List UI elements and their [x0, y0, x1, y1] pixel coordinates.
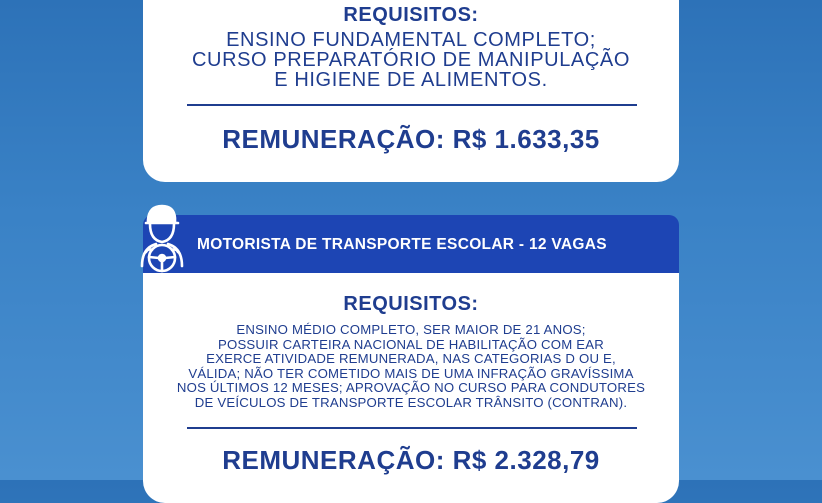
requirement-line: VÁLIDA; NÃO TER COMETIDO MAIS DE UMA INFRAÇÃO GRAVÍSSIMA	[188, 365, 634, 381]
position-title: MOTORISTA DE TRANSPORTE ESCOLAR - 12 VAGAS	[197, 236, 607, 253]
driver-steering-wheel-icon	[134, 200, 188, 274]
requirement-line: CURSO PREPARATÓRIO DE MANIPULAÇÃO	[191, 49, 630, 71]
requirements-title: REQUISITOS:	[343, 4, 479, 26]
requirement-line: EXERCE ATIVIDADE REMUNERADA, NAS CATEGORIAS D OU E,	[206, 351, 616, 366]
requirement-line: DE VEÍCULOS DE TRANSPORTE ESCOLAR TRÂNSITO (CONTRAN).	[194, 394, 628, 410]
job-card-1	[143, 0, 679, 182]
requirement-line: ENSINO FUNDAMENTAL COMPLETO;	[226, 29, 596, 51]
divider	[187, 427, 637, 429]
requirements-text	[143, 30, 679, 90]
remuneration: REMUNERAÇÃO: R$ 2.328,79	[222, 445, 600, 475]
divider	[187, 104, 637, 106]
remuneration: REMUNERAÇÃO: R$ 1.633,35	[222, 124, 600, 154]
requirement-line: NOS ÚLTIMOS 12 MESES; APROVAÇÃO NO CURSO PARA CONDUTORES	[176, 380, 646, 395]
position-header	[143, 215, 679, 273]
requirement-line: POSSUIR CARTEIRA NACIONAL DE HABILITAÇÃO COM EAR	[217, 336, 604, 352]
requirements-title: REQUISITOS:	[343, 293, 479, 315]
requirement-line: ENSINO MÉDIO COMPLETO, SER MAIOR DE 21 ANOS;	[236, 322, 586, 337]
requirements-text	[143, 323, 679, 410]
requirement-line: E HIGIENE DE ALIMENTOS.	[274, 69, 548, 91]
job-card-2	[143, 273, 679, 503]
